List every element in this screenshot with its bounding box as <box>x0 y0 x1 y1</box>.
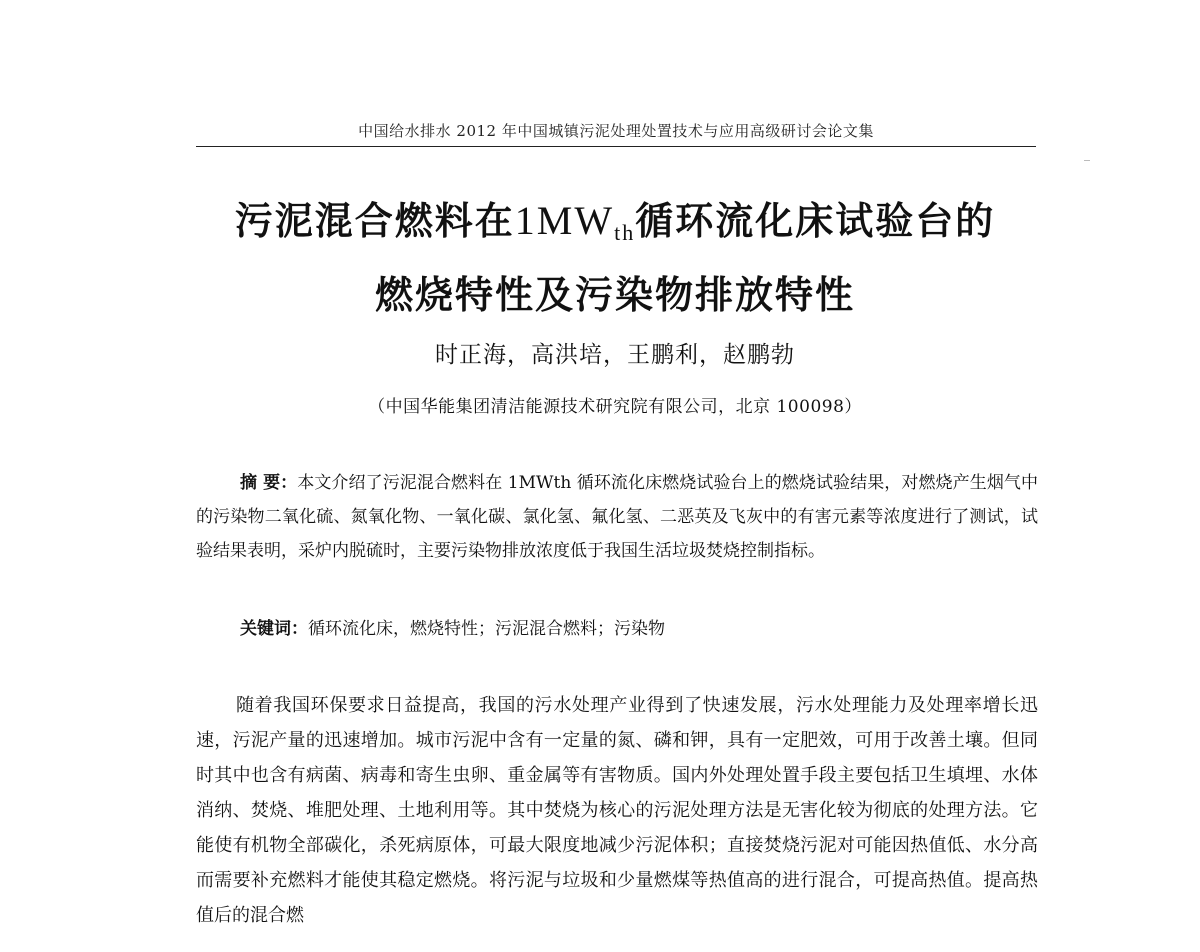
abstract-text: 本文介绍了污泥混合燃料在 1MWth 循环流化床燃烧试验台上的燃烧试验结果，对燃烧产生烟气中的污染物二氧化硫、氮氧化物、一氧化碳、氯化氢、氟化氢、二恶英及飞灰中的有害元素等浓度进行了测试，试验结果表明，采炉内脱硫时，主要污染物排放浓度低于我国生活垃圾焚烧控制指标。 <box>196 473 1038 561</box>
paper-title <box>150 190 1080 326</box>
keywords-label: 关键词： <box>240 619 308 639</box>
abstract-label: 摘 要： <box>240 473 298 493</box>
title-line-2: 燃烧特性及污染物排放特性 <box>374 273 855 317</box>
scan-mark <box>1084 160 1090 161</box>
title-unit-subscript: th <box>614 220 636 245</box>
title-line-1-before: 污泥混合燃料在 <box>234 199 515 243</box>
abstract <box>196 466 1038 568</box>
affiliation: （中国华能集团清洁能源技术研究院有限公司，北京 100098） <box>368 397 862 417</box>
title-unit: 1MW <box>514 198 615 243</box>
title-line-1-after: 循环流化床试验台的 <box>635 199 996 243</box>
header-rule <box>196 146 1036 147</box>
body-paragraph: 随着我国环保要求日益提高，我国的污水处理产业得到了快速发展，污水处理能力及处理率增长迅速，污泥产量的迅速增加。城市污泥中含有一定量的氮、磷和钾，具有一定肥效，可用于改善土壤。但同时其中也含有病菌、病毒和寄生虫卵、重金属等有害物质。国内外处理处置手段主要包括卫生填埋、水体消纳、焚烧、堆肥处理、土地利用等。其中焚烧为核心的污泥处理方法是无害化较为彻底的处理方法。它能使有机物全部碳化，杀死病原体，可最大限度地减少污泥体积；直接焚烧污泥对可能因热值低、水分高而需要补充燃料才能使其稳定燃烧。将污泥与垃圾和少量燃煤等热值高的进行混合，可提高热值。提高热值后的混合燃 <box>196 695 1038 926</box>
running-header: 中国给水排水 2012 年中国城镇污泥处理处置技术与应用高级研讨会论文集 <box>358 122 874 140</box>
title-line-1 <box>150 190 1080 264</box>
author-list: 时正海，高洪培，王鹏利，赵鹏勃 <box>435 342 795 368</box>
keywords-text: 循环流化床，燃烧特性；污泥混合燃料；污染物 <box>308 619 665 639</box>
keywords <box>240 612 1040 646</box>
